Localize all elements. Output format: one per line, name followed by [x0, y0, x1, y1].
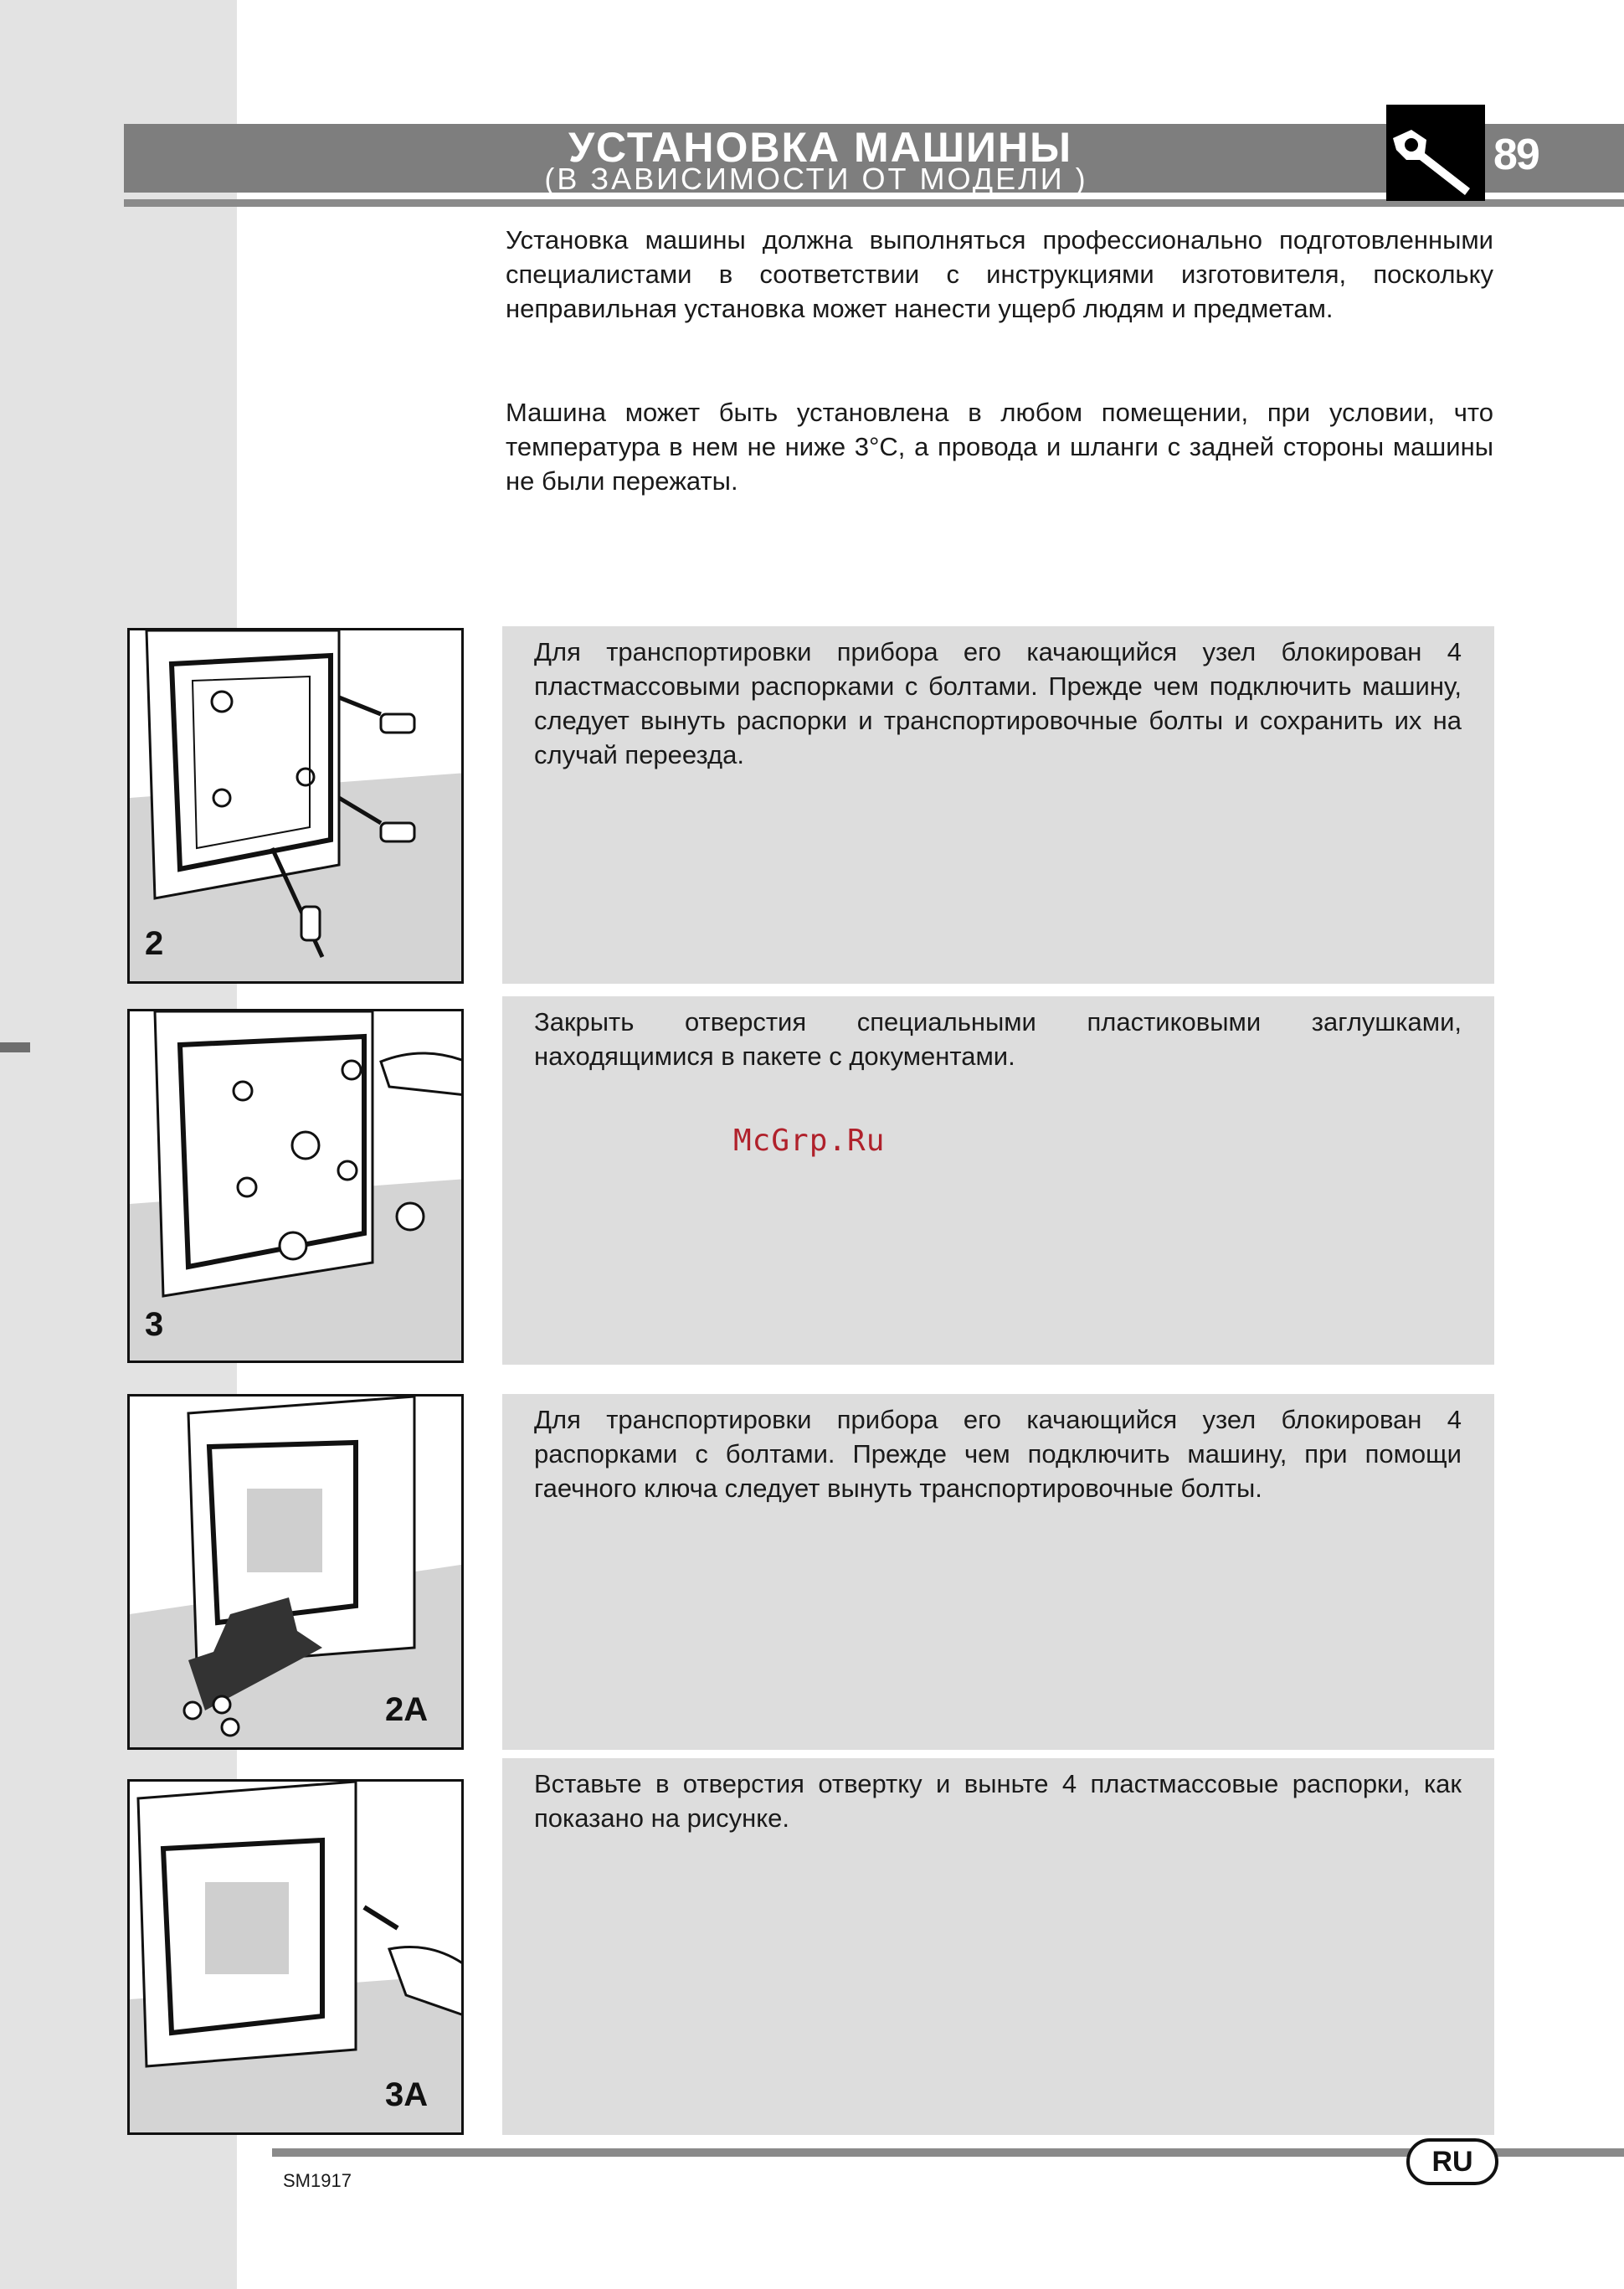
figure-3a — [127, 1779, 464, 2135]
step-panel-3a — [502, 1758, 1494, 2135]
page-title: УСТАНОВКА МАШИНЫ — [568, 124, 1073, 171]
figure-3 — [127, 1009, 464, 1363]
page-number: 89 — [1493, 131, 1539, 179]
figure-label-3: 3 — [145, 1306, 164, 1343]
page-subtitle: (В ЗАВИСИМОСТИ ОТ МОДЕЛИ ) — [544, 162, 1088, 196]
figure-2a — [127, 1394, 464, 1750]
step-text-2a: Для транспортировки прибора его качающийся узел блокирован 4 распорками с болтами. Прежде чем подключить машину, при помощи гаечного ключа следует вынуть транспортировочные болты. — [534, 1405, 1462, 1503]
wrench-icon — [1386, 105, 1485, 201]
figure-label-2: 2 — [145, 925, 164, 962]
intro-paragraph-1: Установка машины должна выполняться профессионально подготовленными специалистами в соответствии с инструкциями изготовителя, поскольку неправильная установка может нанести ущерб людям и предметам. — [506, 225, 1493, 323]
intro-paragraph-2: Машина может быть установлена в любом помещении, при условии, что температура в нем не ниже 3°С, а провода и шланги с задней стороны машины не были пережаты. — [506, 398, 1493, 496]
figure-label-3a: 3A — [385, 2076, 429, 2113]
washer-rear-illustration — [130, 630, 464, 984]
washer-plugs-illustration — [130, 1011, 464, 1363]
watermark: McGrp.Ru — [733, 1124, 886, 1158]
document-code: SM1917 — [283, 2170, 352, 2191]
step-panel-2a — [502, 1394, 1494, 1750]
figure-label-2a: 2A — [385, 1691, 429, 1728]
step-text-2: Для транспортировки прибора его качающийся узел блокирован 4 пластмассовыми распорками с болтами. Прежде чем подключить машину, следует вынуть распорки и транспортировочные болты и сохранить их на случай переезда. — [534, 637, 1462, 769]
step-text-3: Закрыть отверстия специальными пластиковыми заглушками, находящимися в пакете с документами. — [534, 1007, 1462, 1071]
step-panel-2 — [502, 626, 1494, 984]
figure-2 — [127, 628, 464, 984]
step-text-3a: Вставьте в отверстия отвертку и выньте 4 пластмассовые распорки, как показано на рисунке. — [534, 1769, 1462, 1833]
language-badge: RU — [1406, 2138, 1498, 2185]
left-margin-marker — [0, 1042, 30, 1052]
step-panel-3 — [502, 996, 1494, 1365]
